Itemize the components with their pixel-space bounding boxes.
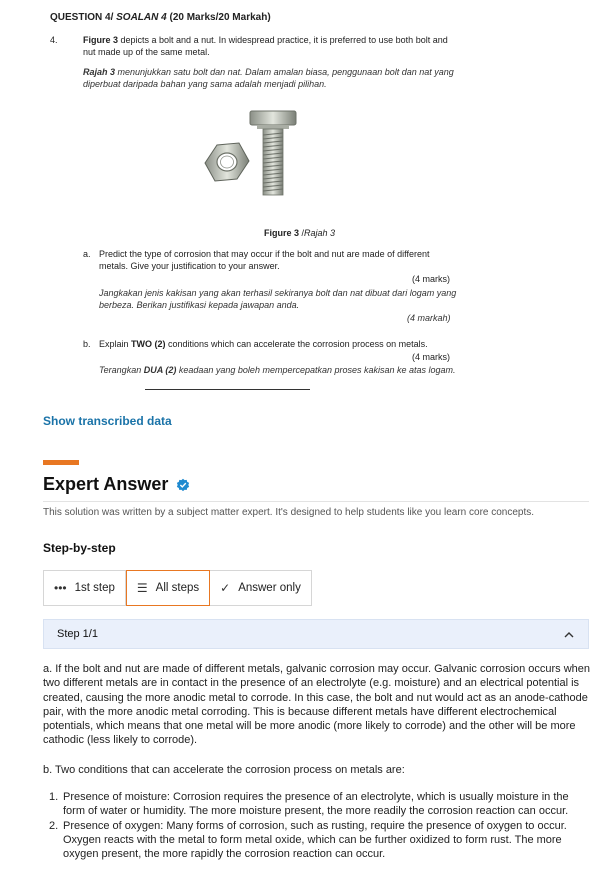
ellipsis-icon: •••	[54, 581, 67, 595]
step-header[interactable]	[43, 619, 589, 649]
answer-line	[145, 389, 310, 390]
part-a-my: Jangkakan jenis kakisan yang akan terhasil sekiranya bolt dan nat dibuat dari logam yang berbeza. Berikan justifikasi kepada jawapan anda.	[99, 288, 457, 310]
list-item: 1. Presence of moisture: Corrosion requires the presence of an electrolyte, which is usually moisture in the form of water or humidity. The more moisture present, the more readily the corrosion reaction can occur.	[49, 791, 569, 818]
tab-label: Answer only	[238, 582, 301, 594]
step-view-tabs	[43, 570, 312, 606]
list-item: 2. Presence of oxygen: Many forms of corrosion, such as rusting, require the presence of oxygen to occur. Oxygen reacts with the metal to form metal oxide, which can be further oxidized to form rust. The more oxygen present, the more rapidly the corrosion reaction can occur.	[49, 819, 567, 861]
part-b-my: Terangkan DUA (2) keadaan yang boleh mempercepatkan proses kakisan ke atas logam.	[99, 365, 456, 375]
tab-all-steps[interactable]	[126, 570, 210, 606]
step-label: Step 1/1	[57, 628, 98, 640]
tab-answer-only[interactable]	[210, 570, 312, 606]
bolt-and-nut-figure	[195, 105, 315, 205]
tab-1st-step[interactable]	[43, 570, 126, 606]
question-text-en: Figure 3 depicts a bolt and a nut. In widespread practice, it is preferred to use both bolt and nut made up of the same metal.	[83, 35, 448, 57]
accent-bar	[43, 460, 79, 465]
question-number: 4.	[50, 35, 58, 45]
question-heading: QUESTION 4/ SOALAN 4 (20 Marks/20 Markah)	[50, 12, 271, 23]
figure-caption: Figure 3 /Rajah 3	[263, 228, 336, 238]
question-text-my: Rajah 3 menunjukkan satu bolt dan nat. Dalam amalan biasa, penggunaan bolt dan nat yang diperbuat daripada bahan yang sama adalah menjadi pilihan.	[83, 67, 454, 89]
part-a-marks-my: (4 markah)	[407, 313, 451, 323]
part-b-marks: (4 marks)	[412, 352, 450, 362]
list-icon: ☰	[136, 581, 148, 595]
answer-list	[43, 790, 591, 861]
show-transcribed-data-link[interactable]: Show transcribed data	[43, 414, 172, 428]
tab-label: 1st step	[74, 582, 115, 594]
part-a: a. Predict the type of corrosion that may occur if the bolt and nut are made of different metals. Give your justification to your answer.	[83, 249, 430, 271]
answer-part-b-intro: b. Two conditions that can accelerate the corrosion process on metals are:	[43, 764, 405, 776]
part-a-marks: (4 marks)	[412, 274, 450, 284]
check-icon: ✓	[220, 581, 231, 595]
expert-answer-heading	[43, 474, 190, 495]
expert-note: This solution was written by a subject matter expert. It's designed to help students like you learn core concepts.	[43, 507, 535, 518]
step-by-step-heading: Step-by-step	[43, 541, 116, 555]
answer-part-a: a. If the bolt and nut are made of different metals, galvanic corrosion may occur. Galvanic corrosion occurs when two different metals are in contact in the presence of an electrolyte (e.g. moisture) and an electrical potential is created, causing the more anodic metal to corrode. In this case, the bolt and nut would act as an anode-cathode pair, with the more anodic metal corroding. This is because different metals have different electrochemical potentials, which means that one metal will be more anodic (more likely to corrode) and the other will be more cathodic (less likely to corrode).	[43, 663, 591, 747]
divider	[43, 501, 589, 502]
tab-label: All steps	[155, 582, 200, 594]
question-image	[0, 0, 599, 400]
chevron-up-icon[interactable]	[562, 628, 576, 642]
part-b: b. Explain TWO (2) conditions which can accelerate the corrosion process on metals.	[83, 339, 428, 349]
expert-answer-title: Expert Answer	[43, 474, 169, 494]
verified-badge-icon	[176, 478, 190, 492]
